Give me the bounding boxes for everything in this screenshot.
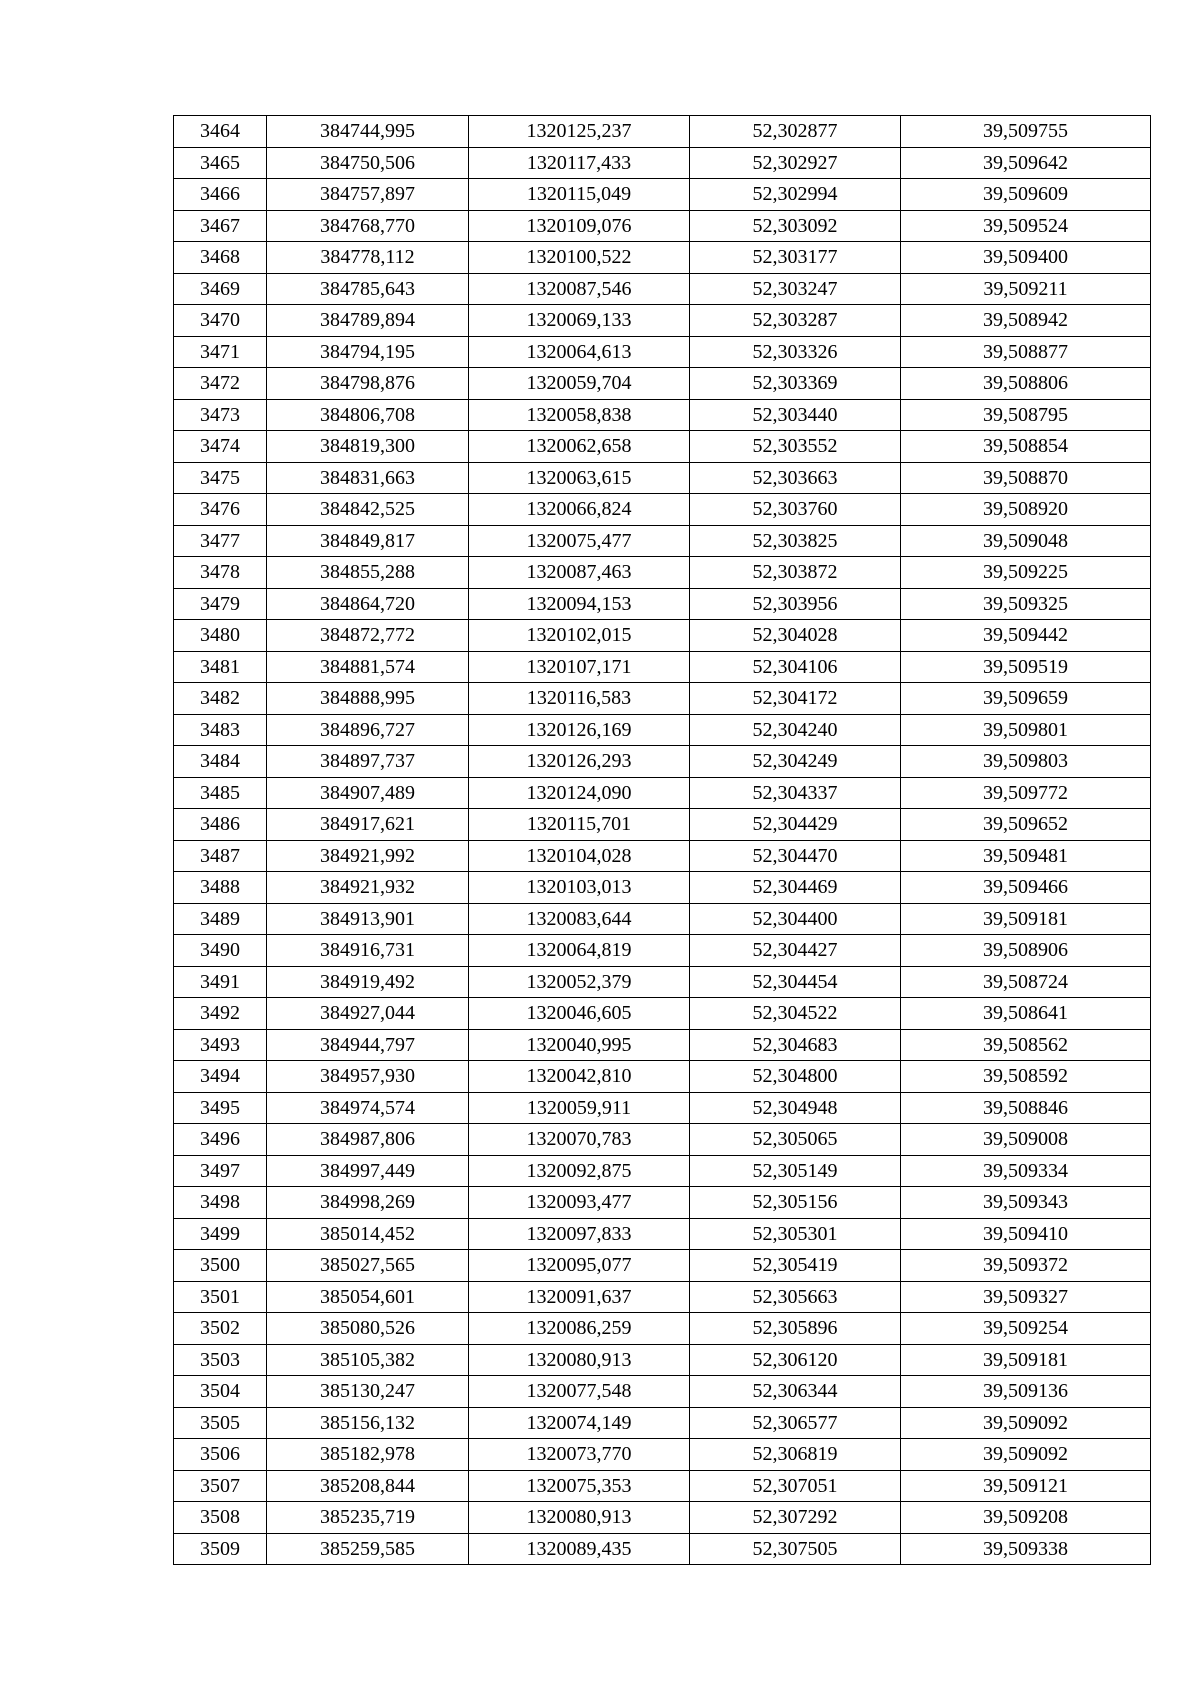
- x-coordinate-cell: 384768,770: [267, 210, 469, 242]
- table-row: [174, 1218, 1151, 1250]
- y-coordinate-cell: 1320124,090: [469, 777, 690, 809]
- y-coordinate-cell: 1320059,704: [469, 368, 690, 400]
- table-row: [174, 1155, 1151, 1187]
- y-coordinate-cell: 1320080,913: [469, 1344, 690, 1376]
- y-coordinate-cell: 1320058,838: [469, 399, 690, 431]
- latitude-cell: 52,307505: [690, 1533, 901, 1565]
- longitude-cell: 39,509225: [901, 557, 1151, 589]
- longitude-cell: 39,508906: [901, 935, 1151, 967]
- longitude-cell: 39,509092: [901, 1407, 1151, 1439]
- longitude-cell: 39,509008: [901, 1124, 1151, 1156]
- latitude-cell: 52,304454: [690, 966, 901, 998]
- x-coordinate-cell: 384897,737: [267, 746, 469, 778]
- latitude-cell: 52,304028: [690, 620, 901, 652]
- x-coordinate-cell: 385182,978: [267, 1439, 469, 1471]
- table-row: [174, 242, 1151, 274]
- latitude-cell: 52,303825: [690, 525, 901, 557]
- table-row: [174, 935, 1151, 967]
- longitude-cell: 39,509372: [901, 1250, 1151, 1282]
- y-coordinate-cell: 1320091,637: [469, 1281, 690, 1313]
- latitude-cell: 52,304800: [690, 1061, 901, 1093]
- x-coordinate-cell: 385027,565: [267, 1250, 469, 1282]
- table-row: [174, 431, 1151, 463]
- longitude-cell: 39,509609: [901, 179, 1151, 211]
- point-number-cell: 3501: [174, 1281, 267, 1313]
- y-coordinate-cell: 1320042,810: [469, 1061, 690, 1093]
- y-coordinate-cell: 1320092,875: [469, 1155, 690, 1187]
- latitude-cell: 52,302877: [690, 116, 901, 148]
- latitude-cell: 52,304429: [690, 809, 901, 841]
- table-row: [174, 746, 1151, 778]
- latitude-cell: 52,304400: [690, 903, 901, 935]
- y-coordinate-cell: 1320083,644: [469, 903, 690, 935]
- latitude-cell: 52,303287: [690, 305, 901, 337]
- x-coordinate-cell: 384919,492: [267, 966, 469, 998]
- longitude-cell: 39,508724: [901, 966, 1151, 998]
- point-number-cell: 3496: [174, 1124, 267, 1156]
- latitude-cell: 52,303760: [690, 494, 901, 526]
- point-number-cell: 3508: [174, 1502, 267, 1534]
- point-number-cell: 3500: [174, 1250, 267, 1282]
- y-coordinate-cell: 1320059,911: [469, 1092, 690, 1124]
- y-coordinate-cell: 1320104,028: [469, 840, 690, 872]
- longitude-cell: 39,509254: [901, 1313, 1151, 1345]
- y-coordinate-cell: 1320117,433: [469, 147, 690, 179]
- y-coordinate-cell: 1320064,613: [469, 336, 690, 368]
- longitude-cell: 39,508846: [901, 1092, 1151, 1124]
- point-number-cell: 3480: [174, 620, 267, 652]
- y-coordinate-cell: 1320126,293: [469, 746, 690, 778]
- x-coordinate-cell: 384864,720: [267, 588, 469, 620]
- x-coordinate-cell: 384794,195: [267, 336, 469, 368]
- x-coordinate-cell: 384957,930: [267, 1061, 469, 1093]
- latitude-cell: 52,304948: [690, 1092, 901, 1124]
- y-coordinate-cell: 1320064,819: [469, 935, 690, 967]
- table-row: [174, 1092, 1151, 1124]
- y-coordinate-cell: 1320080,913: [469, 1502, 690, 1534]
- point-number-cell: 3476: [174, 494, 267, 526]
- longitude-cell: 39,508592: [901, 1061, 1151, 1093]
- table-row: [174, 116, 1151, 148]
- point-number-cell: 3466: [174, 179, 267, 211]
- longitude-cell: 39,508854: [901, 431, 1151, 463]
- latitude-cell: 52,306819: [690, 1439, 901, 1471]
- point-number-cell: 3495: [174, 1092, 267, 1124]
- table-row: [174, 1376, 1151, 1408]
- y-coordinate-cell: 1320075,353: [469, 1470, 690, 1502]
- y-coordinate-cell: 1320040,995: [469, 1029, 690, 1061]
- x-coordinate-cell: 384916,731: [267, 935, 469, 967]
- table-row: [174, 588, 1151, 620]
- table-row: [174, 1250, 1151, 1282]
- x-coordinate-cell: 384855,288: [267, 557, 469, 589]
- latitude-cell: 52,304106: [690, 651, 901, 683]
- point-number-cell: 3491: [174, 966, 267, 998]
- latitude-cell: 52,303440: [690, 399, 901, 431]
- x-coordinate-cell: 384831,663: [267, 462, 469, 494]
- y-coordinate-cell: 1320070,783: [469, 1124, 690, 1156]
- longitude-cell: 39,508562: [901, 1029, 1151, 1061]
- latitude-cell: 52,307292: [690, 1502, 901, 1534]
- y-coordinate-cell: 1320087,546: [469, 273, 690, 305]
- table-row: [174, 273, 1151, 305]
- x-coordinate-cell: 385105,382: [267, 1344, 469, 1376]
- point-number-cell: 3497: [174, 1155, 267, 1187]
- x-coordinate-cell: 384917,621: [267, 809, 469, 841]
- longitude-cell: 39,509136: [901, 1376, 1151, 1408]
- table-row: [174, 210, 1151, 242]
- latitude-cell: 52,303552: [690, 431, 901, 463]
- point-number-cell: 3486: [174, 809, 267, 841]
- y-coordinate-cell: 1320103,013: [469, 872, 690, 904]
- table-row: [174, 1124, 1151, 1156]
- x-coordinate-cell: 384987,806: [267, 1124, 469, 1156]
- longitude-cell: 39,509803: [901, 746, 1151, 778]
- point-number-cell: 3467: [174, 210, 267, 242]
- point-number-cell: 3482: [174, 683, 267, 715]
- table-row: [174, 1281, 1151, 1313]
- table-row: [174, 966, 1151, 998]
- x-coordinate-cell: 384997,449: [267, 1155, 469, 1187]
- longitude-cell: 39,509524: [901, 210, 1151, 242]
- table-row: [174, 903, 1151, 935]
- latitude-cell: 52,304249: [690, 746, 901, 778]
- longitude-cell: 39,509181: [901, 903, 1151, 935]
- y-coordinate-cell: 1320069,133: [469, 305, 690, 337]
- latitude-cell: 52,303177: [690, 242, 901, 274]
- table-row: [174, 1029, 1151, 1061]
- latitude-cell: 52,303663: [690, 462, 901, 494]
- x-coordinate-cell: 384872,772: [267, 620, 469, 652]
- latitude-cell: 52,302927: [690, 147, 901, 179]
- longitude-cell: 39,509327: [901, 1281, 1151, 1313]
- x-coordinate-cell: 385235,719: [267, 1502, 469, 1534]
- point-number-cell: 3472: [174, 368, 267, 400]
- longitude-cell: 39,509442: [901, 620, 1151, 652]
- point-number-cell: 3478: [174, 557, 267, 589]
- y-coordinate-cell: 1320109,076: [469, 210, 690, 242]
- longitude-cell: 39,509642: [901, 147, 1151, 179]
- longitude-cell: 39,509181: [901, 1344, 1151, 1376]
- x-coordinate-cell: 385054,601: [267, 1281, 469, 1313]
- point-number-cell: 3481: [174, 651, 267, 683]
- longitude-cell: 39,509343: [901, 1187, 1151, 1219]
- x-coordinate-cell: 384798,876: [267, 368, 469, 400]
- table-row: [174, 1344, 1151, 1376]
- point-number-cell: 3499: [174, 1218, 267, 1250]
- longitude-cell: 39,509048: [901, 525, 1151, 557]
- latitude-cell: 52,306344: [690, 1376, 901, 1408]
- point-number-cell: 3485: [174, 777, 267, 809]
- latitude-cell: 52,304427: [690, 935, 901, 967]
- longitude-cell: 39,508795: [901, 399, 1151, 431]
- longitude-cell: 39,509481: [901, 840, 1151, 872]
- y-coordinate-cell: 1320093,477: [469, 1187, 690, 1219]
- y-coordinate-cell: 1320075,477: [469, 525, 690, 557]
- y-coordinate-cell: 1320073,770: [469, 1439, 690, 1471]
- y-coordinate-cell: 1320089,435: [469, 1533, 690, 1565]
- x-coordinate-cell: 385014,452: [267, 1218, 469, 1250]
- y-coordinate-cell: 1320126,169: [469, 714, 690, 746]
- latitude-cell: 52,303247: [690, 273, 901, 305]
- point-number-cell: 3492: [174, 998, 267, 1030]
- y-coordinate-cell: 1320077,548: [469, 1376, 690, 1408]
- longitude-cell: 39,509519: [901, 651, 1151, 683]
- x-coordinate-cell: 384842,525: [267, 494, 469, 526]
- longitude-cell: 39,508877: [901, 336, 1151, 368]
- table-row: [174, 777, 1151, 809]
- longitude-cell: 39,509325: [901, 588, 1151, 620]
- point-number-cell: 3509: [174, 1533, 267, 1565]
- longitude-cell: 39,509092: [901, 1439, 1151, 1471]
- latitude-cell: 52,303369: [690, 368, 901, 400]
- table-row: [174, 1187, 1151, 1219]
- y-coordinate-cell: 1320125,237: [469, 116, 690, 148]
- x-coordinate-cell: 384921,932: [267, 872, 469, 904]
- x-coordinate-cell: 384757,897: [267, 179, 469, 211]
- y-coordinate-cell: 1320094,153: [469, 588, 690, 620]
- longitude-cell: 39,509400: [901, 242, 1151, 274]
- table-row: [174, 399, 1151, 431]
- x-coordinate-cell: 384750,506: [267, 147, 469, 179]
- x-coordinate-cell: 384998,269: [267, 1187, 469, 1219]
- x-coordinate-cell: 385130,247: [267, 1376, 469, 1408]
- table-row: [174, 683, 1151, 715]
- longitude-cell: 39,508942: [901, 305, 1151, 337]
- table-row: [174, 1470, 1151, 1502]
- latitude-cell: 52,304337: [690, 777, 901, 809]
- table-row: [174, 1313, 1151, 1345]
- point-number-cell: 3465: [174, 147, 267, 179]
- point-number-cell: 3507: [174, 1470, 267, 1502]
- x-coordinate-cell: 384896,727: [267, 714, 469, 746]
- latitude-cell: 52,306577: [690, 1407, 901, 1439]
- longitude-cell: 39,509121: [901, 1470, 1151, 1502]
- latitude-cell: 52,305896: [690, 1313, 901, 1345]
- point-number-cell: 3505: [174, 1407, 267, 1439]
- table-row: [174, 1407, 1151, 1439]
- table-row: [174, 557, 1151, 589]
- point-number-cell: 3498: [174, 1187, 267, 1219]
- table-row: [174, 305, 1151, 337]
- x-coordinate-cell: 384888,995: [267, 683, 469, 715]
- point-number-cell: 3464: [174, 116, 267, 148]
- point-number-cell: 3506: [174, 1439, 267, 1471]
- latitude-cell: 52,302994: [690, 179, 901, 211]
- latitude-cell: 52,305065: [690, 1124, 901, 1156]
- point-number-cell: 3471: [174, 336, 267, 368]
- point-number-cell: 3474: [174, 431, 267, 463]
- table-row: [174, 620, 1151, 652]
- latitude-cell: 52,304683: [690, 1029, 901, 1061]
- longitude-cell: 39,509755: [901, 116, 1151, 148]
- y-coordinate-cell: 1320102,015: [469, 620, 690, 652]
- point-number-cell: 3469: [174, 273, 267, 305]
- latitude-cell: 52,303326: [690, 336, 901, 368]
- point-number-cell: 3468: [174, 242, 267, 274]
- point-number-cell: 3484: [174, 746, 267, 778]
- table-row: [174, 998, 1151, 1030]
- y-coordinate-cell: 1320095,077: [469, 1250, 690, 1282]
- point-number-cell: 3475: [174, 462, 267, 494]
- longitude-cell: 39,509659: [901, 683, 1151, 715]
- x-coordinate-cell: 384785,643: [267, 273, 469, 305]
- latitude-cell: 52,305301: [690, 1218, 901, 1250]
- longitude-cell: 39,509652: [901, 809, 1151, 841]
- y-coordinate-cell: 1320100,522: [469, 242, 690, 274]
- y-coordinate-cell: 1320086,259: [469, 1313, 690, 1345]
- x-coordinate-cell: 385259,585: [267, 1533, 469, 1565]
- longitude-cell: 39,509338: [901, 1533, 1151, 1565]
- latitude-cell: 52,304469: [690, 872, 901, 904]
- point-number-cell: 3489: [174, 903, 267, 935]
- point-number-cell: 3488: [174, 872, 267, 904]
- latitude-cell: 52,305419: [690, 1250, 901, 1282]
- table-row: [174, 462, 1151, 494]
- latitude-cell: 52,304470: [690, 840, 901, 872]
- x-coordinate-cell: 384789,894: [267, 305, 469, 337]
- y-coordinate-cell: 1320074,149: [469, 1407, 690, 1439]
- point-number-cell: 3502: [174, 1313, 267, 1345]
- latitude-cell: 52,303872: [690, 557, 901, 589]
- y-coordinate-cell: 1320116,583: [469, 683, 690, 715]
- longitude-cell: 39,509466: [901, 872, 1151, 904]
- x-coordinate-cell: 384913,901: [267, 903, 469, 935]
- y-coordinate-cell: 1320087,463: [469, 557, 690, 589]
- longitude-cell: 39,508641: [901, 998, 1151, 1030]
- x-coordinate-cell: 384744,995: [267, 116, 469, 148]
- table-row: [174, 147, 1151, 179]
- point-number-cell: 3490: [174, 935, 267, 967]
- latitude-cell: 52,303956: [690, 588, 901, 620]
- x-coordinate-cell: 384907,489: [267, 777, 469, 809]
- x-coordinate-cell: 384806,708: [267, 399, 469, 431]
- x-coordinate-cell: 385080,526: [267, 1313, 469, 1345]
- y-coordinate-cell: 1320066,824: [469, 494, 690, 526]
- table-row: [174, 1533, 1151, 1565]
- table-row: [174, 1439, 1151, 1471]
- table-row: [174, 179, 1151, 211]
- point-number-cell: 3504: [174, 1376, 267, 1408]
- table-row: [174, 1061, 1151, 1093]
- y-coordinate-cell: 1320115,049: [469, 179, 690, 211]
- latitude-cell: 52,305663: [690, 1281, 901, 1313]
- point-number-cell: 3503: [174, 1344, 267, 1376]
- point-number-cell: 3493: [174, 1029, 267, 1061]
- y-coordinate-cell: 1320046,605: [469, 998, 690, 1030]
- longitude-cell: 39,509334: [901, 1155, 1151, 1187]
- coordinates-table-body: [174, 116, 1151, 1565]
- x-coordinate-cell: 384927,044: [267, 998, 469, 1030]
- x-coordinate-cell: 385156,132: [267, 1407, 469, 1439]
- y-coordinate-cell: 1320063,615: [469, 462, 690, 494]
- y-coordinate-cell: 1320107,171: [469, 651, 690, 683]
- point-number-cell: 3470: [174, 305, 267, 337]
- table-row: [174, 336, 1151, 368]
- x-coordinate-cell: 384778,112: [267, 242, 469, 274]
- latitude-cell: 52,304522: [690, 998, 901, 1030]
- latitude-cell: 52,305156: [690, 1187, 901, 1219]
- table-row: [174, 494, 1151, 526]
- longitude-cell: 39,508806: [901, 368, 1151, 400]
- point-number-cell: 3483: [174, 714, 267, 746]
- point-number-cell: 3479: [174, 588, 267, 620]
- latitude-cell: 52,304172: [690, 683, 901, 715]
- table-row: [174, 368, 1151, 400]
- y-coordinate-cell: 1320097,833: [469, 1218, 690, 1250]
- point-number-cell: 3494: [174, 1061, 267, 1093]
- latitude-cell: 52,306120: [690, 1344, 901, 1376]
- longitude-cell: 39,509208: [901, 1502, 1151, 1534]
- longitude-cell: 39,509410: [901, 1218, 1151, 1250]
- x-coordinate-cell: 384819,300: [267, 431, 469, 463]
- table-row: [174, 872, 1151, 904]
- x-coordinate-cell: 385208,844: [267, 1470, 469, 1502]
- point-number-cell: 3477: [174, 525, 267, 557]
- longitude-cell: 39,509211: [901, 273, 1151, 305]
- point-number-cell: 3487: [174, 840, 267, 872]
- x-coordinate-cell: 384974,574: [267, 1092, 469, 1124]
- latitude-cell: 52,305149: [690, 1155, 901, 1187]
- table-row: [174, 1502, 1151, 1534]
- x-coordinate-cell: 384944,797: [267, 1029, 469, 1061]
- y-coordinate-cell: 1320052,379: [469, 966, 690, 998]
- x-coordinate-cell: 384881,574: [267, 651, 469, 683]
- longitude-cell: 39,509801: [901, 714, 1151, 746]
- y-coordinate-cell: 1320062,658: [469, 431, 690, 463]
- latitude-cell: 52,304240: [690, 714, 901, 746]
- table-row: [174, 840, 1151, 872]
- table-row: [174, 525, 1151, 557]
- table-row: [174, 714, 1151, 746]
- longitude-cell: 39,508920: [901, 494, 1151, 526]
- latitude-cell: 52,307051: [690, 1470, 901, 1502]
- longitude-cell: 39,509772: [901, 777, 1151, 809]
- table-row: [174, 809, 1151, 841]
- latitude-cell: 52,303092: [690, 210, 901, 242]
- y-coordinate-cell: 1320115,701: [469, 809, 690, 841]
- coordinates-table: [173, 115, 1151, 1565]
- x-coordinate-cell: 384921,992: [267, 840, 469, 872]
- table-row: [174, 651, 1151, 683]
- longitude-cell: 39,508870: [901, 462, 1151, 494]
- x-coordinate-cell: 384849,817: [267, 525, 469, 557]
- point-number-cell: 3473: [174, 399, 267, 431]
